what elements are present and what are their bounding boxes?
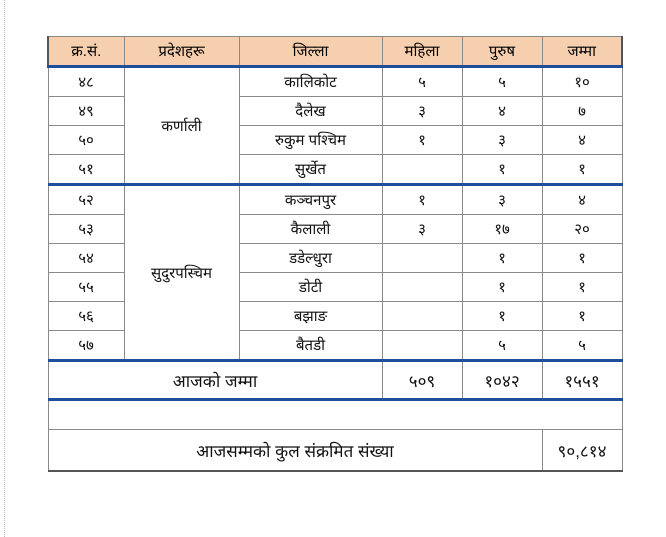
- cell-male: ५: [462, 331, 542, 361]
- table-row: [48, 185, 622, 215]
- cell-male: ५: [462, 67, 542, 97]
- table-row: [48, 67, 622, 97]
- cell-district: सुर्खेत: [239, 155, 382, 185]
- cell-female: [382, 155, 462, 185]
- row-spacer: [48, 400, 622, 430]
- cell-district: डडेल्धुरा: [239, 244, 382, 273]
- cell-serial: ५३: [48, 215, 124, 244]
- table-header: [48, 37, 622, 67]
- grand-total-value: ९०,८१४: [542, 430, 622, 472]
- cell-female: [382, 302, 462, 331]
- cell-district: डोटी: [239, 273, 382, 302]
- cell-district: कैलाली: [239, 215, 382, 244]
- today-total-total: १५५१: [542, 361, 622, 400]
- table-header-row: [48, 37, 622, 67]
- cell-female: [382, 273, 462, 302]
- cell-serial: ४९: [48, 97, 124, 126]
- cell-female: ३: [382, 97, 462, 126]
- column-header-serial: क्र.सं.: [48, 37, 124, 67]
- cell-total: २०: [542, 215, 622, 244]
- cell-serial: ५५: [48, 273, 124, 302]
- cell-serial: ४८: [48, 67, 124, 97]
- cell-district: कालिकोट: [239, 67, 382, 97]
- cell-serial: ५२: [48, 185, 124, 215]
- cell-female: [382, 244, 462, 273]
- cell-female: ५: [382, 67, 462, 97]
- cell-total: ४: [542, 126, 622, 155]
- cell-female: [382, 331, 462, 361]
- cell-district: रुकुम पश्चिम: [239, 126, 382, 155]
- cell-male: ३: [462, 185, 542, 215]
- cell-total: ७: [542, 97, 622, 126]
- cell-male: १: [462, 155, 542, 185]
- cell-total: १: [542, 244, 622, 273]
- cell-male: १७: [462, 215, 542, 244]
- column-header-male: पुरुष: [462, 37, 542, 67]
- cell-female: १: [382, 185, 462, 215]
- cell-district: बैतडी: [239, 331, 382, 361]
- column-header-total: जम्मा: [542, 37, 622, 67]
- cell-district: दैलेख: [239, 97, 382, 126]
- cell-total: ४: [542, 185, 622, 215]
- cell-male: १: [462, 302, 542, 331]
- page-margin-guide: [4, 0, 5, 537]
- cell-district: बझाङ: [239, 302, 382, 331]
- table-body: [48, 67, 622, 472]
- today-total-female: ५०९: [382, 361, 462, 400]
- cell-total: १०: [542, 67, 622, 97]
- cell-male: १: [462, 244, 542, 273]
- cell-serial: ५७: [48, 331, 124, 361]
- cell-male: १: [462, 273, 542, 302]
- cell-male: ४: [462, 97, 542, 126]
- cell-male: ३: [462, 126, 542, 155]
- cell-total: १: [542, 155, 622, 185]
- today-total-row: [48, 361, 622, 400]
- cell-serial: ५१: [48, 155, 124, 185]
- grand-total-label: आजसम्मको कुल संक्रमित संख्या: [48, 430, 542, 472]
- grand-total-row: [48, 430, 622, 472]
- column-header-female: महिला: [382, 37, 462, 67]
- today-total-label: आजको जम्मा: [48, 361, 382, 400]
- cell-serial: ५०: [48, 126, 124, 155]
- cell-female: १: [382, 126, 462, 155]
- cell-province: कर्णाली: [124, 67, 239, 185]
- cell-serial: ५४: [48, 244, 124, 273]
- today-total-male: १०४२: [462, 361, 542, 400]
- covid-district-table-sheet: [47, 36, 621, 472]
- cell-province: सुदुरपस्चिम: [124, 185, 239, 361]
- column-header-province: प्रदेशहरू: [124, 37, 239, 67]
- cell-district: कञ्चनपुर: [239, 185, 382, 215]
- cell-serial: ५६: [48, 302, 124, 331]
- cell-total: १: [542, 302, 622, 331]
- column-header-district: जिल्ला: [239, 37, 382, 67]
- cell-female: ३: [382, 215, 462, 244]
- cell-total: १: [542, 273, 622, 302]
- covid-district-table: [47, 36, 623, 472]
- cell-total: ५: [542, 331, 622, 361]
